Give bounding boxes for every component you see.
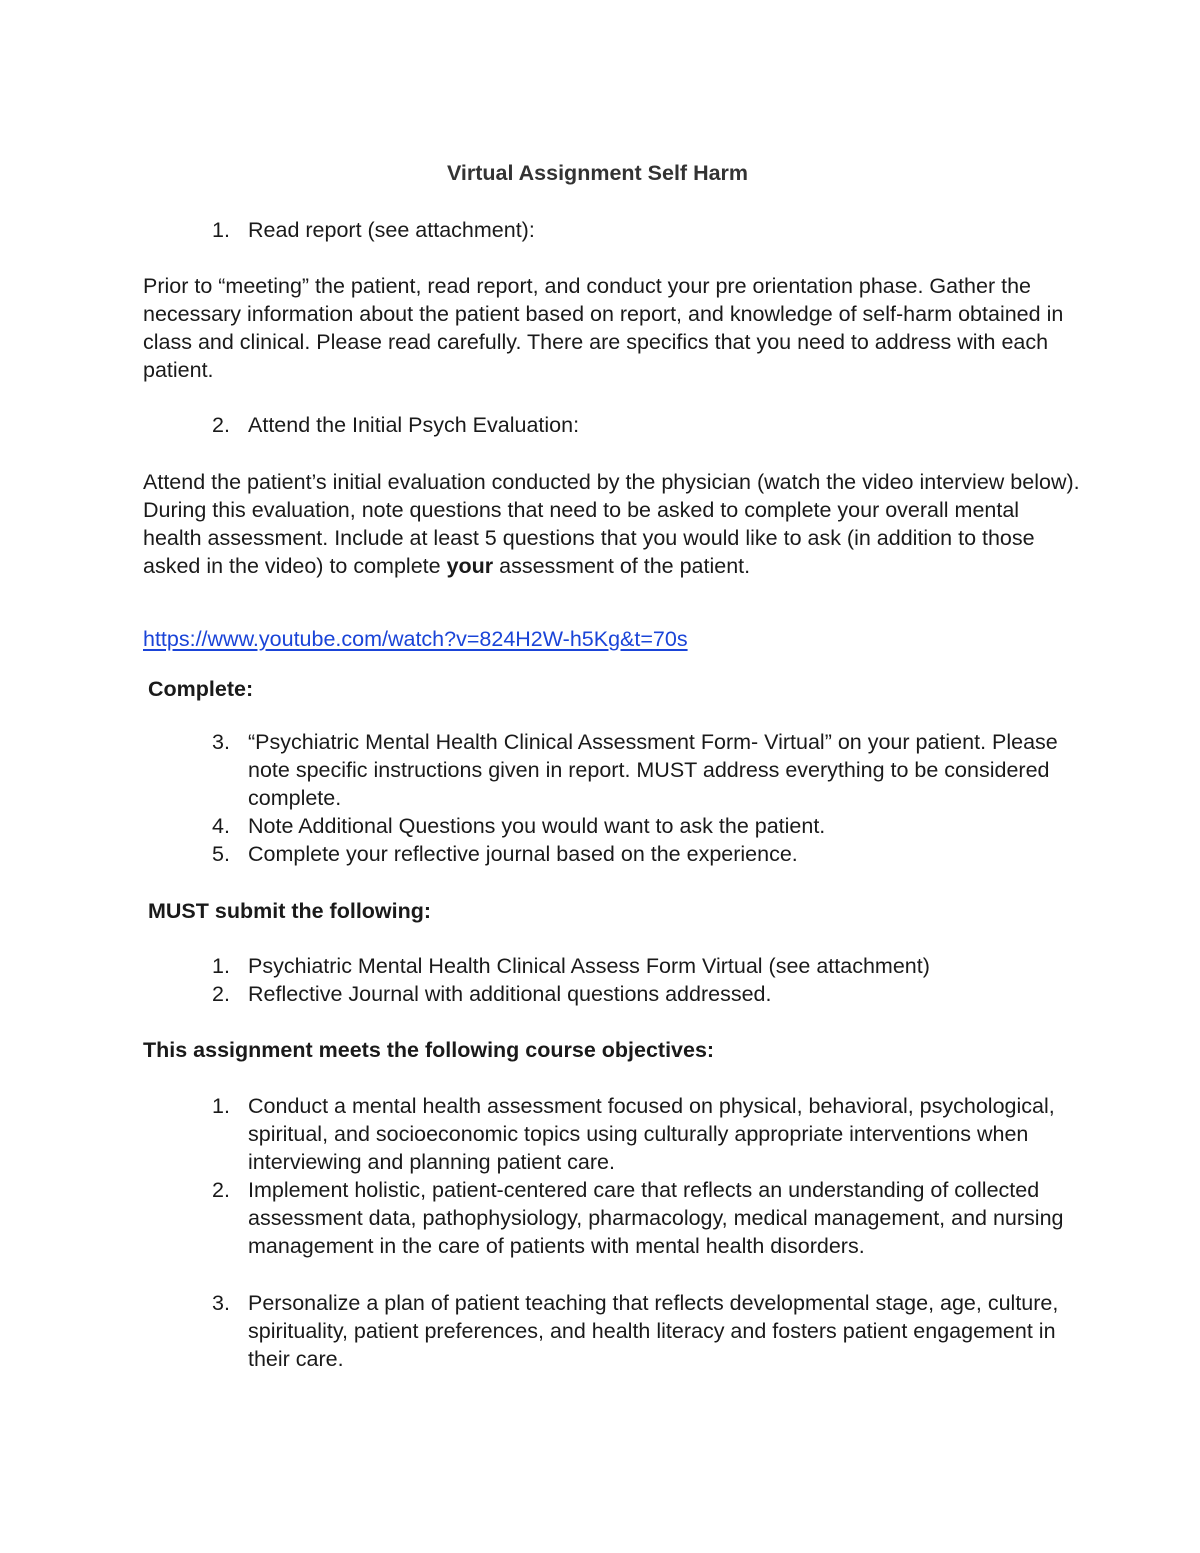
item-number: 3. bbox=[212, 730, 230, 754]
item-number: 2. bbox=[212, 1178, 230, 1202]
paragraph-text: assessment of the patient. bbox=[493, 554, 751, 578]
item-text: Psychiatric Mental Health Clinical Assess Form Virtual (see attachment) bbox=[248, 954, 930, 978]
complete-heading: Complete: bbox=[148, 677, 254, 701]
item-text: Conduct a mental health assessment focused on physical, behavioral, psychological, spiritual, and socioeconomic topics using culturally appropriate interventions when interviewing and planning patient care. bbox=[248, 1094, 1055, 1174]
item-number: 1. bbox=[212, 954, 230, 978]
video-link[interactable] bbox=[143, 625, 688, 653]
item-number: 3. bbox=[212, 1291, 230, 1315]
item-number: 4. bbox=[212, 814, 230, 838]
step-text: Attend the Initial Psych Evaluation: bbox=[248, 413, 580, 437]
item-text: “Psychiatric Mental Health Clinical Assessment Form- Virtual” on your patient. Please note specific instructions given in report. MUST address everything to be considered complete. bbox=[248, 730, 1058, 810]
paragraph-initial-evaluation bbox=[143, 468, 1083, 580]
step-number: 1. bbox=[212, 218, 230, 242]
document-title: Virtual Assignment Self Harm bbox=[446, 161, 749, 185]
objectives-heading: This assignment meets the following course objectives: bbox=[143, 1038, 715, 1062]
item-text: Note Additional Questions you would want to ask the patient. bbox=[248, 814, 826, 838]
step-text: Read report (see attachment): bbox=[248, 218, 535, 242]
paragraph-text: Attend the patient’s initial evaluation conducted by the physician (watch the video interview below). During this evaluation, note questions that need to be asked to complete your overall mental health assessment. Include at least 5 questions that you would like to ask (in addition to those asked in the video) to complete bbox=[143, 470, 1080, 578]
item-number: 2. bbox=[212, 982, 230, 1006]
submit-heading: MUST submit the following: bbox=[148, 899, 432, 923]
item-text: Personalize a plan of patient teaching that reflects developmental stage, age, culture, spirituality, patient preferences, and health literacy and fosters patient engagement in their care. bbox=[248, 1291, 1059, 1371]
item-text: Reflective Journal with additional questions addressed. bbox=[248, 982, 772, 1006]
item-text: Implement holistic, patient-centered care that reflects an understanding of collected assessment data, pathophysiology, pharmacology, medical management, and nursing management in the care of patients with mental health disorders. bbox=[248, 1178, 1064, 1258]
item-number: 1. bbox=[212, 1094, 230, 1118]
item-text: Complete your reflective journal based on the experience. bbox=[248, 842, 798, 866]
emphasis-text: your bbox=[446, 554, 494, 578]
step-number: 2. bbox=[212, 413, 230, 437]
video-link-text[interactable]: https://www.youtube.com/watch?v=824H2W-h5Kg&t=70s bbox=[143, 627, 688, 651]
paragraph-pre-orientation: Prior to “meeting” the patient, read report, and conduct your pre orientation phase. Gather the necessary information about the patient based on report, and knowledge of self-harm obtained in class and clinical. Please read carefully. There are specifics that you need to address with each patient. bbox=[143, 274, 1064, 382]
item-number: 5. bbox=[212, 842, 230, 866]
